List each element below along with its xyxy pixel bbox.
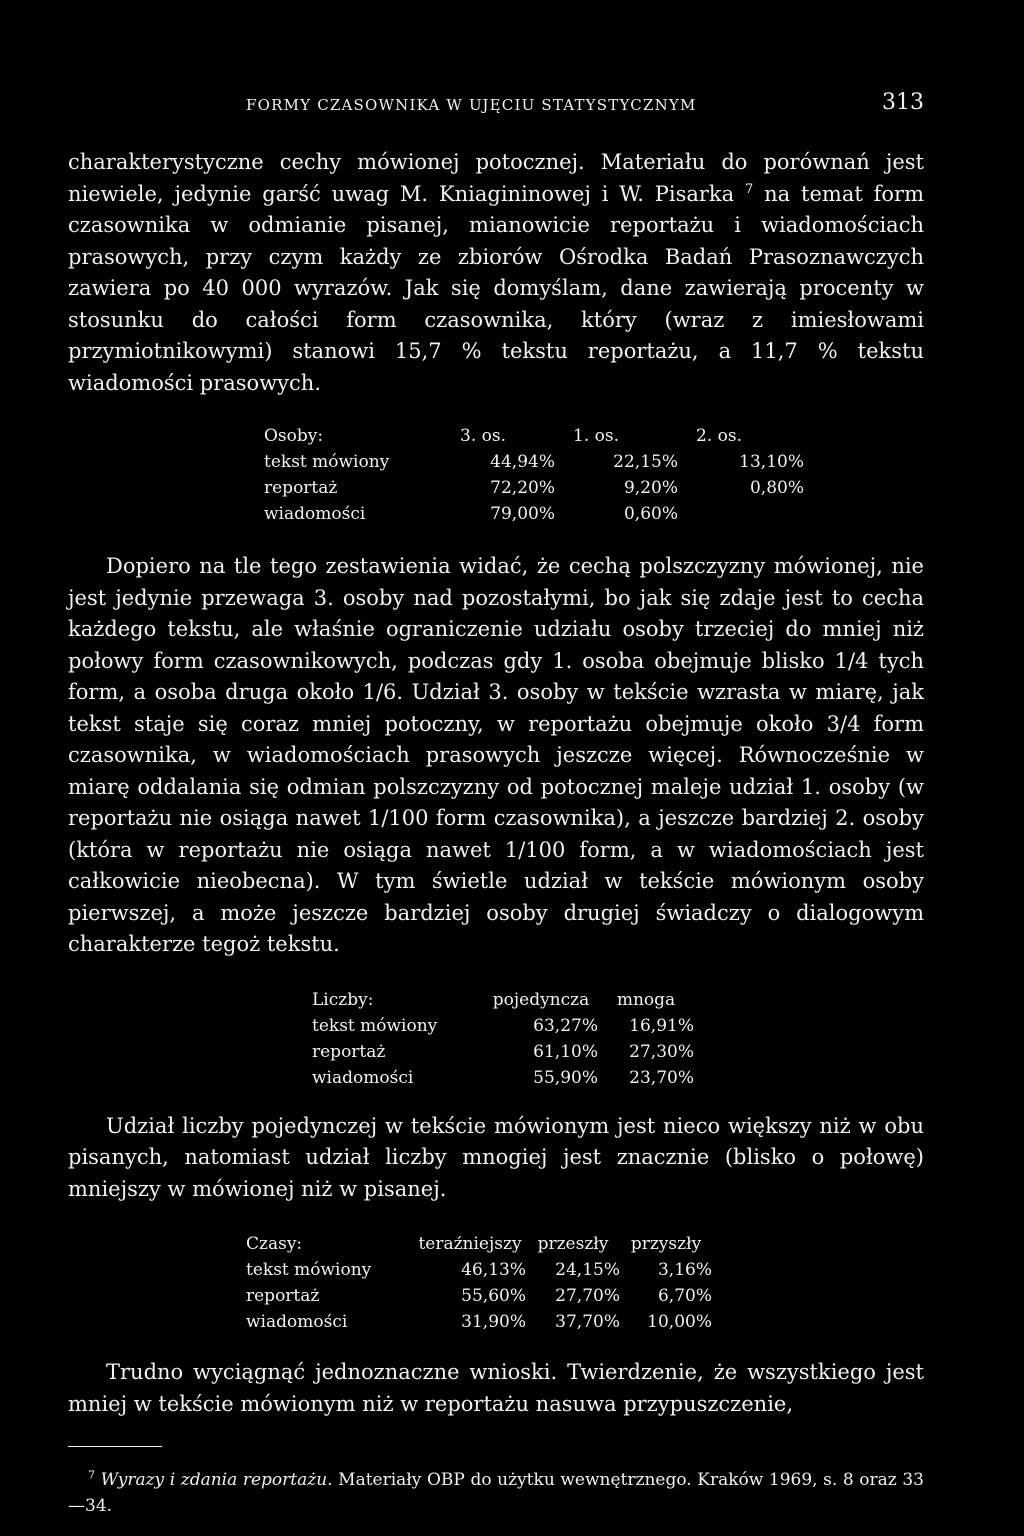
cell-value: 9,20% xyxy=(623,478,678,498)
table-row xyxy=(264,449,804,475)
table-numbers-header-label: Liczby: xyxy=(312,989,374,1010)
cell-value xyxy=(678,501,804,527)
cell-value: 27,70% xyxy=(555,1286,620,1306)
footnote-separator xyxy=(68,1446,162,1447)
table-row xyxy=(312,1065,694,1091)
table-row xyxy=(264,475,804,501)
table-persons-header-1os: 1. os. xyxy=(573,426,619,446)
footnote-mark: 7 xyxy=(88,1468,95,1482)
row-label: tekst mówiony xyxy=(312,1015,438,1036)
paragraph-1-text-b: na temat form czasownika w odmianie pisanej, mianowicie reportażu i wiadomościach prasowych, przy czym każdy ze zbiorów Ośrodka Badań Prasoznawczych zawiera po 40 000 wyrazów. Jak się domyślam, dane zawierają procenty w stosunku do całości form czasownika, który (wraz z imiesłowami przymiotnikowymi) stanowi 15,7 % tekstu reportażu, a 11,7 % tekstu wiadomości prasowych. xyxy=(68,181,924,395)
cell-value: 16,91% xyxy=(629,1015,694,1036)
row-label: tekst mówiony xyxy=(246,1260,372,1280)
row-label: reportaż xyxy=(312,1041,386,1062)
table-tenses-header-row xyxy=(246,1231,712,1257)
cell-value: 24,15% xyxy=(555,1260,620,1280)
cell-value: 0,60% xyxy=(623,504,678,524)
cell-value: 72,20% xyxy=(490,478,555,498)
table-persons-header-row xyxy=(264,423,804,449)
book-page xyxy=(68,90,924,1519)
row-label: wiadomości xyxy=(312,1067,414,1088)
cell-value: 46,13% xyxy=(461,1260,526,1280)
paragraph-3: Udział liczby pojedynczej w tekście mówionym jest nieco większy niż w obu pisanych, natomiast udział liczby mnogiej jest znacznie (blisko o połowę) mniejszy w mówionej niż w pisanej. xyxy=(68,1113,924,1201)
cell-value: 55,90% xyxy=(533,1067,598,1088)
cell-value: 27,30% xyxy=(629,1041,694,1062)
footnote-title: Wyrazy i zdania reportażu. xyxy=(100,1470,333,1490)
table-numbers-header-plural: mnoga xyxy=(616,989,676,1010)
row-label: wiadomości xyxy=(264,504,366,524)
cell-value: 23,70% xyxy=(629,1067,694,1088)
cell-value: 79,00% xyxy=(490,504,555,524)
table-tenses-header-present: teraźniejszy xyxy=(418,1234,522,1254)
table-persons xyxy=(264,423,804,527)
table-numbers xyxy=(312,987,694,1091)
page-number: 313 xyxy=(882,90,924,115)
cell-value: 31,90% xyxy=(461,1312,526,1332)
cell-value: 10,00% xyxy=(647,1312,712,1332)
table-tenses xyxy=(246,1231,712,1335)
running-title: FORMY CZASOWNIKA W UJĘCIU STATYSTYCZNYM xyxy=(246,96,697,114)
table-numbers-header-row xyxy=(312,987,694,1013)
paragraph-2: Dopiero na tle tego zestawienia widać, że cechą polszczyzny mówionej, nie jest jedynie przewaga 3. osoby nad pozostałymi, bo jak się zdaje jest to cecha każdego tekstu, ale właśnie ograniczenie udziału osoby trzeciej do mniej niż połowy form czasownikowych, podczas gdy 1. osoba obejmuje blisko 1/4 tych form, a osoba druga około 1/6. Udział 3. osoby w tekście wzrasta w miarę, jak tekst staje się coraz mniej potoczny, w reportażu obejmuje około 3/4 form czasownika, w wiadomościach prasowych jeszcze więcej. Równocześnie w miarę oddalania się odmian polszczyzny od potocznej maleje udział 1. osoby (w reportażu nie osiąga nawet 1/100 form czasownika), a jeszcze bardziej 2. osoby (która w reportażu nie osiąga nawet 1/100 form, a w wiadomościach jest całkowicie nieobecna). W tym świetle udział w tekście mówionym osoby pierwszej, a może jeszcze bardziej osoby drugiej świadczy o dialogowym charakterze tegoż tekstu. xyxy=(68,554,924,956)
table-row xyxy=(246,1257,712,1283)
cell-value: 55,60% xyxy=(461,1286,526,1306)
table-tenses-header-past: przeszły xyxy=(537,1234,609,1254)
paragraph-4: Trudno wyciągnąć jednoznaczne wnioski. Twierdzenie, że wszystkiego jest mniej w tekście mówionym niż w reportażu nasuwa przypuszczenie, xyxy=(68,1360,924,1416)
footnote-text: Materiały OBP do użytku wewnętrznego. Kraków 1969, s. 8 oraz 33—34. xyxy=(68,1470,924,1516)
table-tenses-header-future: przyszły xyxy=(630,1234,702,1254)
footnote xyxy=(68,1467,924,1519)
table-persons-header-3os: 3. os. xyxy=(460,426,506,446)
table-persons-header-2os: 2. os. xyxy=(696,426,742,446)
table-numbers-header-singular: pojedyncza xyxy=(492,989,590,1010)
cell-value: 63,27% xyxy=(533,1015,598,1036)
table-tenses-header-label: Czasy: xyxy=(246,1234,303,1254)
table-row xyxy=(312,1013,694,1039)
cell-value: 6,70% xyxy=(657,1286,712,1306)
cell-value: 3,16% xyxy=(657,1260,712,1280)
table-row xyxy=(246,1283,712,1309)
paragraph-1-text-a: charakterystyczne cechy mówionej potocznej. Materiału do porównań jest niewiele, jedynie garść uwag M. Kniagininowej i W. Pisarka xyxy=(68,150,924,206)
paragraph-1 xyxy=(68,147,924,399)
row-label: reportaż xyxy=(246,1286,320,1306)
cell-value: 0,80% xyxy=(749,478,804,498)
row-label: tekst mówiony xyxy=(264,452,390,472)
cell-value: 13,10% xyxy=(739,452,804,472)
table-row xyxy=(246,1309,712,1335)
cell-value: 22,15% xyxy=(613,452,678,472)
row-label: wiadomości xyxy=(246,1312,348,1332)
table-persons-header-label: Osoby: xyxy=(264,426,324,446)
footnote-reference-mark: 7 xyxy=(745,181,754,197)
cell-value: 37,70% xyxy=(555,1312,620,1332)
table-row xyxy=(264,501,804,527)
cell-value: 44,94% xyxy=(490,452,555,472)
running-header xyxy=(68,90,924,122)
cell-value: 61,10% xyxy=(533,1041,598,1062)
table-row xyxy=(312,1039,694,1065)
row-label: reportaż xyxy=(264,478,338,498)
